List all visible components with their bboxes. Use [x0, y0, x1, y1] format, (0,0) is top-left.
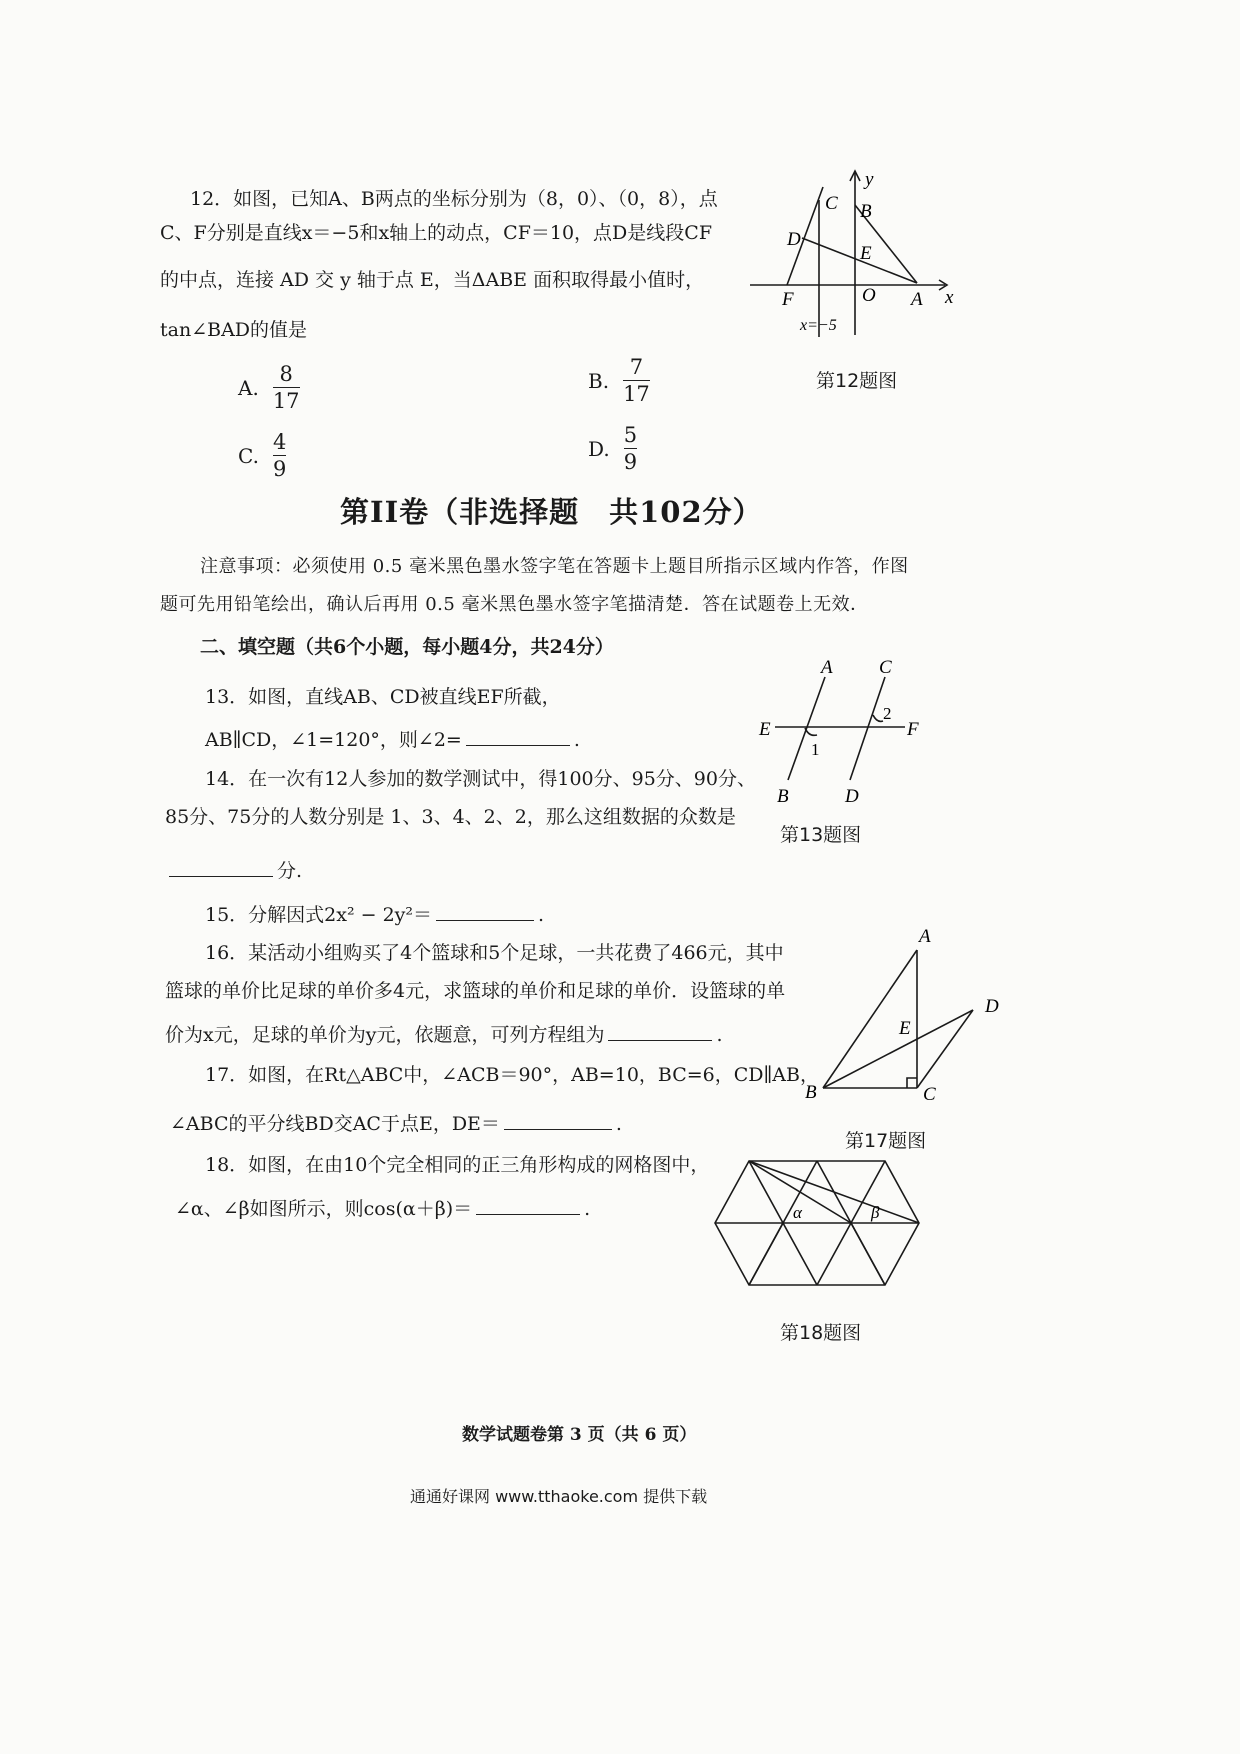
option-label: B.	[588, 368, 610, 393]
q12-line3: 的中点，连接 AD 交 y 轴于点 E，当ΔABE 面积取得最小值时，	[160, 269, 705, 291]
numerator: 7	[629, 355, 644, 379]
denominator: 9	[272, 457, 287, 482]
label-d: D	[787, 229, 801, 250]
fraction	[623, 355, 650, 406]
label-a: A	[821, 657, 833, 678]
q16-line1: 16．某活动小组购买了4个篮球和5个足球，一共花费了466元，其中	[205, 942, 784, 964]
part2-title: 第II卷（非选择题 共102分）	[340, 495, 763, 529]
q15-line: 15．分解因式2x² − 2y²＝ .	[205, 904, 545, 926]
fraction	[273, 430, 286, 481]
fraction	[624, 423, 637, 474]
fraction	[273, 362, 300, 413]
label-angle-1: 1	[811, 740, 820, 759]
q12-line2: C、F分别是直线x＝−5和x轴上的动点，CF＝10，点D是线段CF	[160, 222, 713, 244]
option-label: A.	[238, 375, 259, 400]
q13-line1: 13．如图，直线AB、CD被直线EF所截，	[205, 686, 561, 708]
q12-option-b	[588, 355, 650, 406]
q12-line1: 12．如图，已知A、B两点的坐标分别为（8，0）、（0，8），点	[190, 188, 718, 210]
q17-caption: 第17题图	[845, 1130, 927, 1152]
q12-line4: tan∠BAD的值是	[160, 319, 308, 341]
q18-line2-text: ∠α、∠β如图所示，则cos(α＋β)＝	[175, 1198, 473, 1220]
denominator: 17	[623, 382, 650, 407]
q16-line3-text: 价为x元，足球的单价为y元，依题意，可列方程组为	[165, 1024, 605, 1046]
answer-blank[interactable]	[476, 1212, 580, 1215]
answer-blank[interactable]	[504, 1127, 612, 1130]
q16-line3: 价为x元，足球的单价为y元，依题意，可列方程组为 .	[165, 1024, 723, 1046]
q13-line2-text: AB∥CD，∠1=120°，则∠2=	[205, 729, 462, 751]
q15-text: 15．分解因式2x² − 2y²＝	[205, 904, 433, 926]
option-label: D.	[588, 436, 610, 461]
q13-figure	[755, 655, 925, 835]
q17-line2: ∠ABC的平分线BD交AC于点E，DE＝ .	[170, 1113, 622, 1135]
notice-line1: 注意事项：必须使用 0.5 毫米黑色墨水签字笔在答题卡上题目所指示区域内作答，作图	[200, 556, 909, 577]
q13-caption: 第13题图	[780, 824, 862, 846]
label-c: C	[923, 1084, 936, 1105]
q16-line2: 篮球的单价比足球的单价多4元，求篮球的单价和足球的单价．设篮球的单	[165, 980, 786, 1002]
q17-line2-text: ∠ABC的平分线BD交AC于点E，DE＝	[170, 1113, 500, 1135]
label-e: E	[899, 1018, 911, 1039]
q14-suffix: 分.	[277, 860, 303, 882]
q13-line2: AB∥CD，∠1=120°，则∠2= .	[205, 729, 580, 751]
label-x: x	[945, 287, 954, 308]
label-y: y	[865, 169, 874, 190]
q18-line1: 18．如图，在由10个完全相同的正三角形构成的网格图中，	[205, 1154, 710, 1176]
denominator: 17	[272, 389, 300, 414]
label-e: E	[759, 719, 771, 740]
label-d: D	[845, 786, 859, 807]
q12-caption: 第12题图	[816, 370, 898, 392]
q12-figure	[745, 165, 965, 340]
q18-figure	[705, 1155, 945, 1295]
label-a: A	[919, 926, 931, 947]
numerator: 5	[623, 423, 638, 447]
q17-figure	[795, 920, 1010, 1110]
q18-caption: 第18题图	[780, 1322, 862, 1344]
label-c: C	[879, 657, 892, 678]
option-label: C.	[238, 443, 259, 468]
label-f: F	[907, 719, 919, 740]
download-credit: 通通好课网 www.tthaoke.com 提供下载	[410, 1487, 708, 1506]
answer-blank[interactable]	[436, 918, 534, 921]
answer-blank[interactable]	[466, 743, 570, 746]
denominator: 9	[623, 450, 638, 475]
section-heading: 二、填空题（共6个小题，每小题4分，共24分）	[200, 636, 614, 658]
label-angle-2: 2	[883, 704, 892, 723]
label-a: A	[911, 289, 923, 310]
label-d: D	[985, 996, 999, 1017]
answer-blank[interactable]	[169, 874, 273, 877]
label-b: B	[805, 1082, 817, 1103]
q17-line1: 17．如图，在Rt△ABC中，∠ACB＝90°，AB=10，BC=6，CD∥AB，	[205, 1064, 819, 1086]
label-b: B	[860, 201, 872, 222]
q12-option-a	[238, 362, 300, 413]
q12-option-d	[588, 423, 637, 474]
label-alpha: α	[793, 1203, 802, 1222]
label-beta: β	[871, 1203, 880, 1222]
notice-line2: 题可先用铅笔绘出，确认后再用 0.5 毫米黑色墨水签字笔描清楚．答在试题卷上无效．	[160, 594, 869, 615]
numerator: 8	[279, 362, 293, 386]
page-footer: 数学试题卷第 3 页（共 6 页）	[462, 1425, 697, 1445]
q12-option-c	[238, 430, 286, 481]
q14-line1: 14．在一次有12人参加的数学测试中，得100分、95分、90分、	[205, 768, 756, 790]
q14-line3	[165, 862, 302, 881]
q18-line2: ∠α、∠β如图所示，则cos(α＋β)＝ .	[175, 1198, 591, 1220]
q14-line2: 85分、75分的人数分别是 1、3、4、2、2，那么这组数据的众数是	[165, 806, 736, 828]
label-x-eq: x=−5	[800, 317, 837, 334]
label-e: E	[860, 243, 872, 264]
label-b: B	[777, 786, 789, 807]
numerator: 4	[272, 430, 287, 454]
answer-blank[interactable]	[608, 1038, 712, 1041]
label-o: O	[862, 285, 876, 306]
label-c: C	[825, 193, 838, 214]
label-f: F	[782, 289, 794, 310]
